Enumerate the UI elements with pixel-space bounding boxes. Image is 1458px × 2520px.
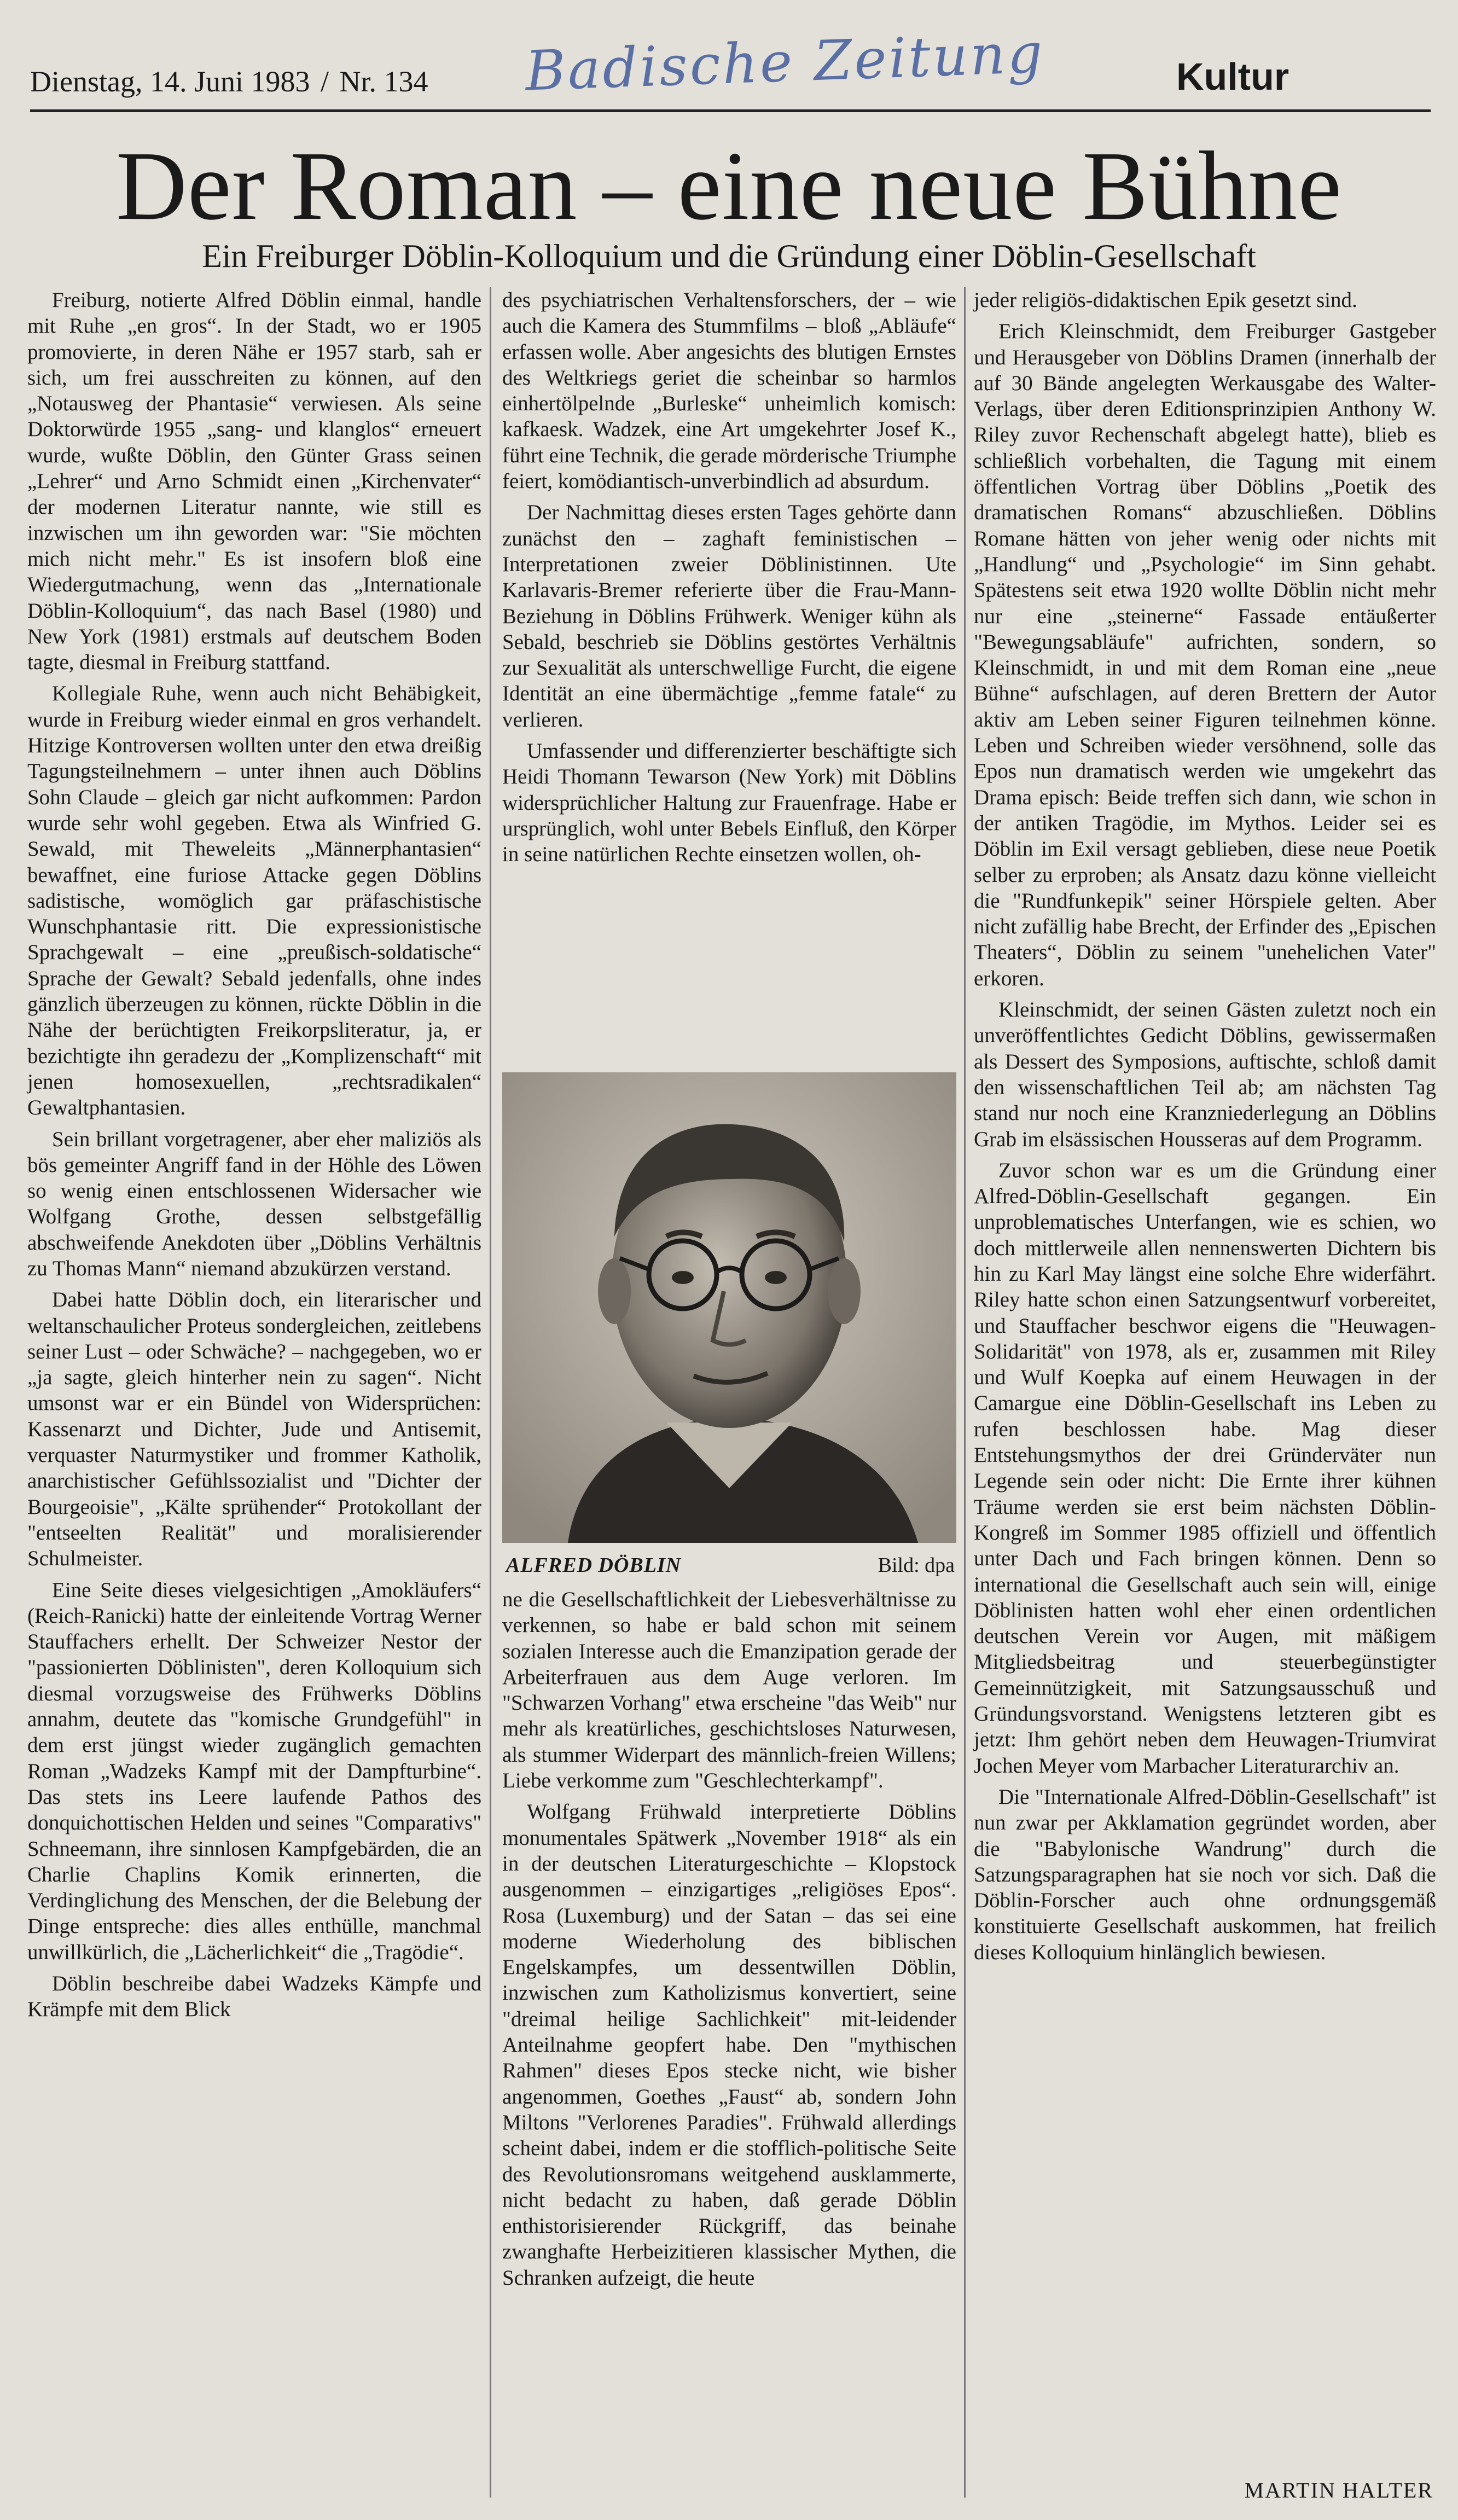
paragraph: Döblin beschreibe dabei Wadzeks Kämpfe und Krämpfe mit dem Blick (27, 1972, 481, 2022)
paragraph: Eine Seite dieses vielgesichtigen „Amokläufers“ (Reich-Ranicki) hatte der einleitende Vortrag Werner Stauffachers erhellt. Der Schweizer Nestor der "passionierten Döblinisten", deren Kolloquium sich diesmal vorzugsweise des Frühwerks Döblins annahm, deutete das "komische Grundgefühl" in dem erst jüngst wieder zugänglich gemachten Roman „Wadzeks Kampf mit der Dampfturbine“. Das stets ins Leere laufende Pathos des donquichottischen Helden und seines "Comparativs" Schneemann, ihre sinnlosen Kampfgebärden, die an Charlie Chaplins Komik erinnerten, die Verdinglichung des Menschen, der die Belebung der Dinge entspreche: dies alles enthülle, manchmal unwillkürlich, die „Lächerlichkeit“ die „Tragödie“. (27, 1578, 481, 1964)
photo-caption-line (506, 1549, 955, 1582)
article-column-3 (974, 287, 1436, 2503)
paragraph: Kleinschmidt, der seinen Gästen zuletzt noch ein unveröffentlichtes Gedicht Döblins, gewissermaßen als Dessert des Symposions, auftischte, schloß damit den wissenschaftlichen Teil ab; am nächsten Tag stand nur noch eine Kranzniederlegung an Döblins Grab im elsässischen Housseras auf dem Programm. (974, 998, 1436, 1151)
column-rule (490, 287, 491, 2498)
paragraph: jeder religiös-didaktischen Epik gesetzt sind. (974, 288, 1357, 312)
paragraph: Dabei hatte Döblin doch, ein literarischer und weltanschaulicher Proteus sondergleichen, zeitlebens seiner Lust – oder Schwäche? – nachgegeben, wo er „ja sagte, gleich hinterher nein zu sagen“. Nicht umsonst war er ein Bündel von Widersprüchen: Kassenarzt und Dichter, Jude und Antisemit, verquaster Naturmystiker und frommer Katholik, anarchistischer Gefühlssozialist und "Dichter der Bourgeoisie", „Kälte sprühender“ Protokollant der "entseelten Realität" und moralisierender Schulmeister. (27, 1288, 481, 1571)
header-rule (30, 109, 1431, 112)
photo-caption: ALFRED DÖBLIN (506, 1554, 682, 1577)
portrait-image (502, 1072, 956, 1543)
handwritten-newspaper-name: Badische Zeitung (524, 21, 1046, 103)
issue-date: Dienstag, 14. Juni 1983 (30, 65, 310, 98)
paragraph: Umfassender und differenzierter beschäftigte sich Heidi Thomann Tewarson (New York) mit Döblins widersprüchlicher Haltung zur Frauenfrage. Habe er ursprünglich, wohl unter Bebels Einfluß, den Körper in seine natürlichen Rechte einsetzen wollen, oh- (502, 739, 956, 867)
paragraph: Die "Internationale Alfred-Döblin-Gesellschaft" ist nun zwar per Akklamation gegründet worden, aber die "Babylonische Wandrung" durch die Satzungsparagraphen hat sie noch vor sich. Daß die Döblin-Forscher auch ohne ordnungsgemäß konstituierte Gesellschaft auskommen, hat freilich dieses Kolloquium hinlänglich bewiesen. (974, 1785, 1436, 1964)
paragraph: Kollegiale Ruhe, wenn auch nicht Behäbigkeit, wurde in Freiburg wieder einmal en gros verhandelt. Hitzige Kontroversen wollten unter den etwa dreißig Tagungsteilnehmern – unter ihnen auch Döblins Sohn Claude – gleich gar nicht aufkommen: Pardon wurde sehr wohl gegeben. Etwa als Winfried G. Sewald, mit Theweleits „Männerphantasien“ bewaffnet, eine furiose Attacke gegen Döblins sadistische, womöglich gar präfaschistische Wunschphantasie ritt. Die expressionistische Sprachgewalt – eine „preußisch-soldatische“ Sprache der Gewalt? Sebald jedenfalls, ohne indes gänzlich überzeugen zu können, rückte Döblin in die Nähe der berüchtigten Freikorpsliteratur, ja, er bezichtigte ihn geradezu der „Komplizenschaft“ mit jenen homosexuellen, „rechtsradikalen“ Gewaltphantasien. (27, 682, 481, 1120)
paragraph: Zuvor schon war es um die Gründung einer Alfred-Döblin-Gesellschaft gegangen. Ein unproblematisches Unterfangen, wie es schien, wo doch mittlerweile allen nennenswerten Dichtern bis hin zu Karl May längst eine solche Ehre widerfährt. Riley hatte schon einen Satzungsentwurf vorbereitet, und Stauffacher beschwor eigens die "Heuwagen-Solidarität" von 1978, als er, zusammen mit Riley und Wulf Koepka auf einem Heuwagen in der Camargue eine Döblin-Gesellschaft ins Leben zu rufen beschlossen habe. Mag dieser Entstehungsmythos der drei Gründerväter nun Legende sein oder nicht: Die Ernte ihrer kühnen Träume werden sie erst beim nächsten Döblin-Kongreß im Sommer 1985 offiziell und öffentlich unter Dach und Fach bringen können. Denn so international die Gesellschaft auch sein will, einige Döblinisten hatten wohl eher einen ordentlichen deutschen Verein vor Augen, mit mäßigem Mitgliedsbeitrag und steuerbegünstigter Gemeinnützigkeit, mit Satzungsausschuß und Gründungsvorstand. Wenigstens letzteren gibt es jetzt: Ihm gehört neben dem Heuwagen-Triumvirat Jochen Meyer vom Marbacher Literaturarchiv an. (974, 1158, 1436, 1778)
article-column-1 (27, 287, 481, 2498)
author-portrait-photo (502, 1072, 956, 1543)
article-column-2-top (502, 287, 956, 1048)
issue-number: Nr. 134 (339, 65, 428, 98)
paragraph: Wolfgang Frühwald interpretierte Döblins monumentales Spätwerk „November 1918“ als ein in der deutschen Literaturgeschichte – Klopstock ausgenommen – einzigartiges „religiöses Epos“. Rosa (Luxemburg) und der Satan – das sei eine moderne Wiederholung des biblischen Engelskampfes, um dessentwillen Döblin, inzwischen zum Katholizismus konvertiert, seine "dreimal heilige Sachlichkeit" mit-leidender Anteilnahme geopfert habe. Den "mythischen Rahmen" dieses Epos stecke nicht, wie bisher angenommen, Goethes „Faust“ ab, sondern John Miltons "Verlorenes Paradies". Frühwald allerdings scheint dabei, indem er die stofflich-politische Seite des Revolutionsromans weitgehend ausklammerte, nicht bedacht zu haben, daß gerade Döblin enthistorisierender Rückgriff, das beinahe zwanghafte Herbeizitieren klassischer Mythen, die Schranken aufzeigt, die heute (502, 1800, 956, 2290)
paragraph: des psychiatrischen Verhaltensforschers, der – wie auch die Kamera des Stummfilms – bloß „Abläufe“ erfassen wolle. Aber angesichts des blutigen Ernstes des Weltkriegs geriet die scheinbar so harmlos einhertölpelnde „Burleske“ unheimlich komisch: kafkaesk. Wadzek, eine Art umgekehrter Josef K., führt eine Technik, die gerade mörderische Triumphe feiert, komödiantisch-unverbindlich ad absurdum. (502, 288, 956, 493)
paragraph: Der Nachmittag dieses ersten Tages gehörte dann zunächst den – zaghaft feministischen – Interpretationen zweier Döblinistinnen. Ute Karlavaris-Bremer referierte über die Frau-Mann-Beziehung in Döblins Frühwerk. Weniger kühn als Sebald, beschrieb sie Döblins gestörtes Verhältnis zur Sexualität als unterschwellige Furcht, die eigene Identität an eine übermächtige „femme fatale“ zu verlieren. (502, 501, 956, 731)
paragraph: Freiburg, notierte Alfred Döblin einmal, handle mit Ruhe „en gros“. In der Stadt, wo er 1905 promovierte, in deren Nähe er 1957 starb, sah er sich, um frei ausschreiten zu können, auf den „Notausweg der Phantasie“ verwiesen. Als seine Doktorwürde 1955 „sang- und klanglos“ erneuert wurde, wußte Döblin, den Günter Grass seinen „Lehrer“ und Arno Schmidt einen „Kirchenvater“ der modernen Literatur nannte, wie still es inzwischen um ihn geworden war: "Sie möchten mich nicht mehr." Es ist insofern bloß eine Wiedergutmachung, wenn das „Internationale Döblin-Kolloquium“, das nach Basel (1980) und New York (1981) erstmals auf deutschem Boden tagte, diesmal in Freiburg stattfand. (27, 288, 481, 675)
paragraph: ne die Gesellschaftlichkeit der Liebesverhältnisse zu verkennen, so habe er bald schon mit seinem sozialen Interesse auch die Emanzipation gerade der Arbeiterfrauen aus dem Auge verloren. Im "Schwarzen Vorhang" etwa erscheine "das Weib" nur mehr als kreatürliches, geschichtsloses Naturwesen, als stummer Widerpart des männlich-freien Willens; Liebe verkomme zum "Geschlechterkampf". (502, 1588, 956, 1793)
dateline-separator: / (320, 65, 329, 98)
section-label: Kultur (1176, 55, 1289, 98)
column-rule (964, 287, 966, 2498)
paragraph: Erich Kleinschmidt, dem Freiburger Gastgeber und Herausgeber von Döblins Dramen (innerhalb der auf 30 Bände angelegten Werkausgabe des Walter-Verlags, über deren Editionsprinzipien Anthony W. Riley zuvor Rechenschaft abgelegt hatte), blieb es schließlich vorbehalten, die Tagung mit einem öffentlichen Vortrag über Döblins „Poetik des dramatischen Romans“ abzuschließen. Döblins Romane hätten von jeher wenig oder nichts mit „Handlung“ und „Psychologie“ im Sinn gehabt. Spätestens seit etwa 1920 wollte Döblin nicht mehr nur eine „steinerne“ Fassade entäußerter "Bewegungsabläufe" aufrichten, sondern, so Kleinschmidt, in und mit dem Roman eine „neue Bühne“ aufschlagen, auf deren Brettern der Autor aktiv am Leben seiner Figuren teilnehmen könne. Leben und Schreiben wieder versöhnend, solle das Epos nun dramatisch werden wie umgekehrt das Drama episch: Beide treffen sich dann, wie schon in der antiken Tragödie, im Mythos. Leider sei es Döblin im Exil versagt geblieben, diese neue Poetik selber zu erproben; als Ansatz dazu könne vielleicht die "Rundfunkepik" seiner Hörspiele gelten. Aber nicht zufällig habe Brecht, der Erfinder des „Epischen Theaters“, Döblin zu seinem "unehelichen Vater" erkoren. (974, 320, 1436, 990)
paragraph: Sein brillant vorgetragener, aber eher maliziös als bös gemeinter Angriff fand in der Höhle des Löwen so wenig einen entschlossenen Widersacher wie Wolfgang Grothe, dessen selbstgefällig abschweifende Anekdoten über „Döblins Verhältnis zu Thomas Mann“ niemand abzukürzen verstand. (27, 1127, 481, 1280)
subheadline: Ein Freiburger Döblin-Kolloquium und die Gründung einer Döblin-Gesellschaft (202, 238, 1256, 274)
headline: Der Roman – eine neue Bühne (115, 131, 1343, 240)
photo-credit: Bild: dpa (878, 1554, 955, 1577)
article-column-2-bottom (502, 1587, 956, 2517)
dateline (30, 65, 428, 98)
author-byline: MARTIN HALTER (1244, 2478, 1433, 2502)
